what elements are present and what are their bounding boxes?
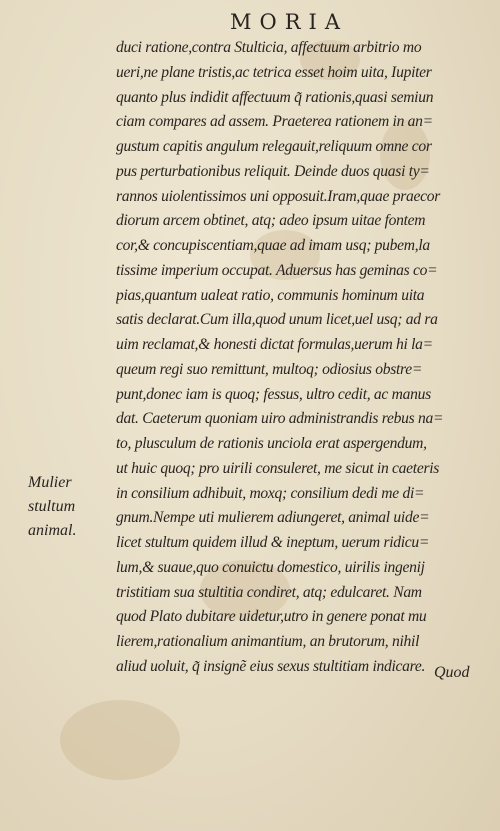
text-line: lierem,rationalium animantium, an brutorum, nihil [116,633,420,650]
text-line: queum regi suo remittunt, multoq; odiosius obstre= [116,360,423,378]
text-line: tissime imperium occupat. Aduersus has geminas co= [116,261,438,279]
foxing-stain [60,700,180,780]
text-line: licet stultum quidem illud & ineptum, uerum ridicu= [116,534,430,551]
text-line: pus perturbationibus reliquit. Deinde duos quasi ty= [116,162,430,180]
text-line: aliud uoluit, q̃ insignẽ eius sexus stultitiam indicare. [116,657,426,675]
text-line: ueri,ne plane tristis,ac tetrica esset hoim uita, Iupiter [116,63,432,81]
text-line: in consilium adhibuit, moxq; consilium dedi me di= [116,484,425,502]
body-text [116,36,482,680]
margin-note-line: stultum [28,498,76,515]
text-line: quanto plus indidit affectuum q̃ rationis,quasi semiun [116,88,434,106]
text-line: ut huic quoq; pro uirili consuleret, me sicut in caeteris [116,459,440,477]
text-line: diorum arcem obtinet, atq; adeo ipsum uitae fontem [116,212,426,230]
text-line: dat. Caeterum quoniam uiro administrandis rebus na= [116,410,444,428]
text-line: rannos uiolentissimos uni opposuit.Iram,quae praecor [116,187,440,205]
text-line: to, plusculum de rationis unciola erat aspergendum, [116,435,427,452]
text-line: gnum.Nempe uti mulierem adiungeret, animal uide= [116,509,430,527]
text-line: gustum capitis angulum relegauit,reliquum omne cor [116,138,432,155]
text-line: cor,& concupiscentiam,quae ad imam usq; pubem,la [116,237,430,254]
text-line: pias,quantum ualeat ratio, communis hominum uita [116,286,425,304]
text-line: satis declarat.Cum illa,quod unum licet,uel usq; ad ra [116,311,438,329]
text-line: punt,donec iam is quoq; fessus, ultro cedit, ac manus [116,385,431,403]
margin-note [28,471,76,543]
margin-note-line: Mulier [28,474,72,491]
text-line: lum,& suaue,quo conuictu domestico, uirilis ingenij [116,558,425,576]
text-line: duci ratione,contra Stulticia, affectuum arbitrio mo [116,39,422,56]
margin-note-line: animal. [28,522,77,539]
catchword: Quod [434,664,470,681]
text-line: uim reclamat,& honesti dictat formulas,uerum hi la= [116,336,433,353]
text-line: quod Plato dubitare uidetur,utro in genere ponat mu [116,608,427,626]
running-header: MORIA [230,10,348,34]
text-line: tristitiam sua stultitia condiret, atq; edulcaret. Nam [116,583,422,601]
text-line: ciam compares ad assem. Praeterea rationem in an= [116,113,433,131]
